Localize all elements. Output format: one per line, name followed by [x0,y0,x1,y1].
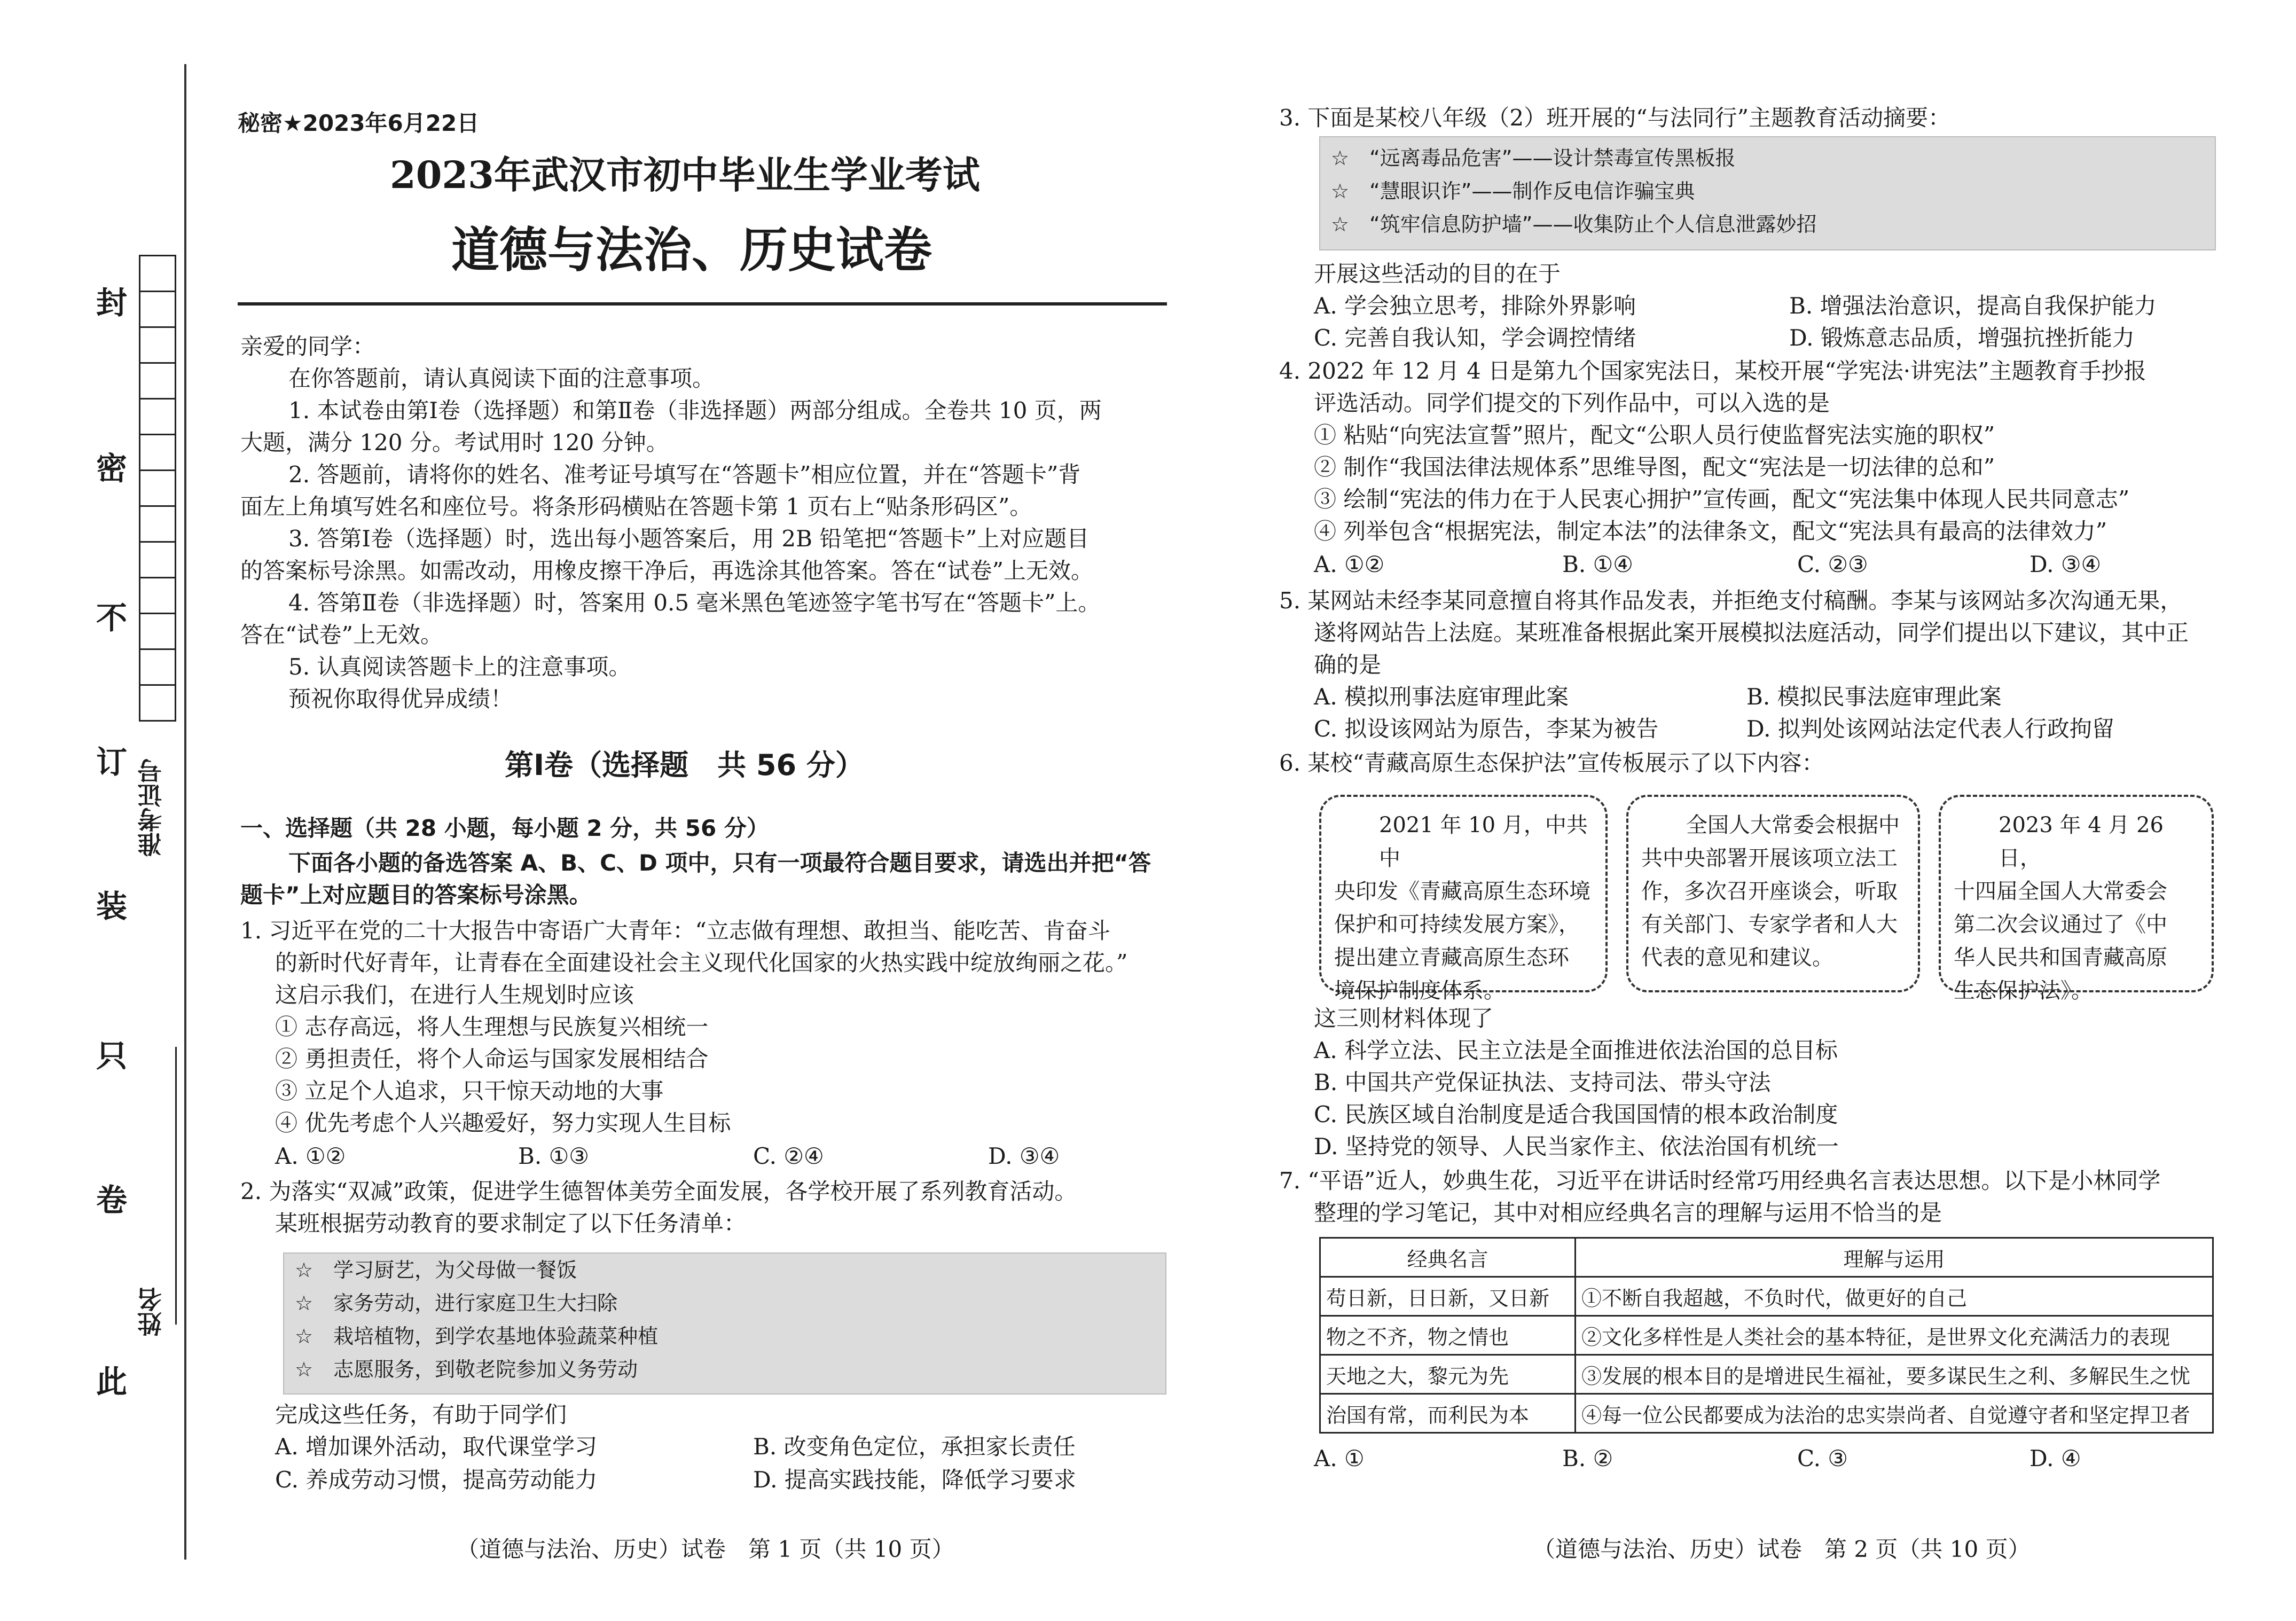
q4-item: ① 粘贴“向宪法宣誓”照片，配文“公职人员行使监督宪法实施的职权” [1314,422,1995,448]
q7-stem: 整理的学习笔记，其中对相应经典名言的理解与运用不恰当的是 [1314,1200,1942,1226]
binding-line [184,64,186,1560]
q2-option-c[interactable]: C. 养成劳动习惯，提高劳动能力 [275,1467,598,1493]
q7-quotes-table [1319,1237,2214,1434]
section-instruction: 下面各小题的备选答案 A、B、C、D 项中，只有一项最符合题目要求，请选出并把“答 [288,850,1151,876]
header-rule [238,302,1167,306]
q1-item: ④ 优先考虑个人兴趣爱好，努力实现人生目标 [275,1110,731,1136]
q1-option-d[interactable]: D. ③④ [988,1143,1060,1169]
q2-task: ☆ 学习厨艺，为父母做一餐饭 [295,1258,577,1282]
q3-option-d[interactable]: D. 锻炼意志品质，增强抗挫折能力 [1789,325,2135,351]
notice-line: 的答案标号涂黑。如需改动，用橡皮擦干净后，再选涂其他答案。答在“试卷”上无效。 [240,558,1093,584]
notice-line: 5. 认真阅读答题卡上的注意事项。 [288,654,631,680]
q6-material-2: 全国人大常委会根据中 共中央部署开展该项立法工 作，多次召开座谈会，听取 有关部门、专家学者和人大 代表的意见和建议。 [1626,795,1920,992]
table-row [1320,1316,2213,1355]
q2-option-a[interactable]: A. 增加课外活动，取代课堂学习 [275,1434,598,1460]
q6-question: 这三则材料体现了 [1314,1005,1494,1031]
q2-question: 完成这些任务，有助于同学们 [275,1401,567,1428]
q2-option-b[interactable]: B. 改变角色定位，承担家长责任 [753,1434,1076,1460]
q2-task: ☆ 志愿服务，到敬老院参加义务劳动 [295,1358,638,1381]
binding-char: 只 [96,1038,128,1074]
q1-option-a[interactable]: A. ①② [275,1143,346,1169]
table-header: 理解与运用 [1576,1238,2213,1277]
table-cell: ①不断自我超越，不负时代，做更好的自己 [1576,1277,2213,1316]
q7-stem: 7. “平语”近人，妙典生花，习近平在讲话时经常巧用经典名言表达思想。以下是小林同学 [1279,1168,2161,1194]
q6-option-d[interactable]: D. 坚持党的领导、人民当家作主、依法治国有机统一 [1314,1133,1839,1160]
notice-line: 2. 答题前，请将你的姓名、准考证号填写在“答题卡”相应位置，并在“答题卡”背 [288,461,1081,488]
table-cell: 天地之大，黎元为先 [1320,1355,1576,1394]
table-cell: ④每一位公民都要成为法治的忠实崇尚者、自觉遵守者和坚定捍卫者 [1576,1394,2213,1433]
table-row [1320,1277,2213,1316]
q5-option-c[interactable]: C. 拟设该网站为原告，李某为被告 [1314,716,1659,742]
notice-line: 答在“试卷”上无效。 [240,622,443,648]
q2-stem: 某班根据劳动教育的要求制定了以下任务清单： [275,1210,747,1236]
table-cell: ②文化多样性是人类社会的基本特征，是世界文化充满活力的表现 [1576,1316,2213,1355]
q7-option-c[interactable]: C. ③ [1797,1445,1848,1471]
q3-activity-list [1319,136,2216,250]
notice-line: 面左上角填写姓名和座位号。将条形码横贴在答题卡第 1 页右上“贴条形码区”。 [240,494,1032,520]
exam-id-boxes[interactable] [139,256,176,722]
q5-stem: 遂将网站告上法庭。某班准备根据此案开展模拟法庭活动，同学们提出以下建议，其中正 [1314,620,2189,646]
q3-activity: ☆ “远离毒品危害”——设计禁毒宣传黑板报 [1331,146,1736,170]
q6-option-b[interactable]: B. 中国共产党保证执法、支持司法、带头守法 [1314,1069,1771,1095]
q5-option-a[interactable]: A. 模拟刑事法庭审理此案 [1314,684,1569,710]
table-cell: 苟日新，日日新，又日新 [1320,1277,1576,1316]
q3-option-c[interactable]: C. 完善自我认知，学会调控情绪 [1314,325,1636,351]
table-row [1320,1355,2213,1394]
notice-greeting: 亲爱的同学： [240,333,375,359]
table-cell: 治国有常，而利民为本 [1320,1394,1576,1433]
q2-stem: 2. 为落实“双减”政策，促进学生德智体美劳全面发展，各学校开展了系列教育活动。 [240,1178,1077,1204]
q6-stem: 6. 某校“青藏高原生态保护法”宣传板展示了以下内容： [1279,750,1824,776]
q3-question: 开展这些活动的目的在于 [1314,261,1561,287]
footer-right: （道德与法治、历史）试卷 第 2 页（共 10 页） [1533,1536,2031,1562]
exam-subtitle: 道德与法治、历史试卷 [451,222,932,278]
binding-char: 密 [96,450,128,487]
q4-option-a[interactable]: A. ①② [1314,551,1385,577]
notice-line: 大题，满分 120 分。考试用时 120 分钟。 [240,429,669,456]
name-line[interactable] [175,1047,177,1325]
binding-char: 装 [96,888,128,925]
section-instruction: 题卡”上对应题目的答案标号涂黑。 [240,882,592,908]
binding-char: 卷 [96,1182,128,1218]
q2-task: ☆ 家务劳动，进行家庭卫生大扫除 [295,1291,618,1315]
q6-material-1: 2021 年 10 月，中共中 央印发《青藏高原生态环境 保护和可持续发展方案》， 提出建立青藏高原生态环 境保护制度体系。 [1319,795,1608,992]
q7-option-a[interactable]: A. ① [1314,1445,1365,1471]
q7-option-d[interactable]: D. ④ [2029,1445,2081,1471]
notice-intro: 在你答题前，请认真阅读下面的注意事项。 [288,365,715,391]
name-label: 姓名 [137,1287,166,1336]
section-title: 第Ⅰ卷（选择题 共 56 分） [505,748,864,782]
q1-option-b[interactable]: B. ①③ [518,1143,589,1169]
notice-line: 3. 答第Ⅰ卷（选择题）时，选出每小题答案后，用 2B 铅笔把“答题卡”上对应题目 [288,526,1090,552]
q4-item: ② 制作“我国法律法规体系”思维导图，配文“宪法是一切法律的总和” [1314,454,1995,480]
q4-option-d[interactable]: D. ③④ [2029,551,2102,577]
q1-stem: 1. 习近平在党的二十大报告中寄语广大青年：“立志做有理想、敢担当、能吃苦、肯奋斗 [240,918,1110,944]
secret-date: 秘密★2023年6月22日 [238,110,480,136]
notice-line: 1. 本试卷由第Ⅰ卷（选择题）和第Ⅱ卷（非选择题）两部分组成。全卷共 10 页，两 [288,397,1102,424]
q6-material-3: 2023 年 4 月 26 日， 十四届全国人大常委会 第二次会议通过了《中 华人民共和国青藏高原 生态保护法》。 [1939,795,2214,992]
q5-stem: 确的是 [1314,652,1382,678]
binding-char: 封 [96,285,128,321]
q2-task: ☆ 栽培植物，到学农基地体验蔬菜种植 [295,1325,659,1348]
binding-char: 不 [96,600,128,636]
q3-activity: ☆ “慧眼识诈”——制作反电信诈骗宝典 [1331,179,1695,203]
notice-wish: 预祝你取得优异成绩！ [288,686,513,712]
binding-char: 订 [96,744,128,780]
table-cell: 物之不齐，物之情也 [1320,1316,1576,1355]
q5-option-b[interactable]: B. 模拟民事法庭审理此案 [1746,684,2002,710]
q3-activity: ☆ “筑牢信息防护墙”——收集防止个人信息泄露妙招 [1331,213,1817,236]
q4-option-c[interactable]: C. ②③ [1797,551,1868,577]
q5-stem: 5. 某网站未经李某同意擅自将其作品发表，并拒绝支付稿酬。李某与该网站多次沟通无果， [1279,588,2183,614]
q4-stem: 评选活动。同学们提交的下列作品中，可以入选的是 [1314,390,1830,416]
q6-option-c[interactable]: C. 民族区域自治制度是适合我国国情的根本政治制度 [1314,1101,1838,1127]
q4-item: ③ 绘制“宪法的伟力在于人民衷心拥护”宣传画，配文“宪法集中体现人民共同意志” [1314,486,2130,512]
q4-stem: 4. 2022 年 12 月 4 日是第九个国家宪法日，某校开展“学宪法·讲宪法”主题教育手抄报 [1279,358,2146,384]
exam-title: 2023年武汉市初中毕业生学业考试 [390,153,980,197]
table-header: 经典名言 [1320,1238,1576,1277]
notice-line: 4. 答第Ⅱ卷（非选择题）时，答案用 0.5 毫米黑色笔迹签字笔书写在“答题卡”上。 [288,590,1101,616]
table-cell: ③发展的根本目的是增进民生福祉，要多谋民生之利、多解民生之忧 [1576,1355,2213,1394]
table-row [1320,1394,2213,1433]
exam-id-label: 准考证号 [137,758,166,857]
footer-left: （道德与法治、历史）试卷 第 1 页（共 10 页） [457,1536,954,1562]
q2-option-d[interactable]: D. 提高实践技能，降低学习要求 [753,1467,1076,1493]
q3-option-b[interactable]: B. 增强法治意识，提高自我保护能力 [1789,293,2157,319]
q7-option-b[interactable]: B. ② [1562,1445,1613,1471]
q1-option-c[interactable]: C. ②④ [753,1143,824,1169]
q1-stem: 这启示我们，在进行人生规划时应该 [275,982,634,1008]
q1-item: ③ 立足个人追求，只干惊天动地的大事 [275,1078,664,1104]
q1-item: ② 勇担责任，将个人命运与国家发展相结合 [275,1046,709,1072]
section-heading: 一、选择题（共 28 小题，每小题 2 分，共 56 分） [240,815,769,841]
q6-option-a[interactable]: A. 科学立法、民主立法是全面推进依法治国的总目标 [1314,1037,1838,1063]
q4-option-b[interactable]: B. ①④ [1562,551,1633,577]
q3-stem: 3. 下面是某校八年级（2）班开展的“与法同行”主题教育活动摘要： [1279,105,1951,131]
q1-item: ① 志存高远，将人生理想与民族复兴相统一 [275,1014,709,1040]
q4-item: ④ 列举包含“根据宪法，制定本法”的法律条文，配文“宪法具有最高的法律效力” [1314,518,2107,544]
binding-char: 此 [96,1364,128,1400]
q5-option-d[interactable]: D. 拟判处该网站法定代表人行政拘留 [1746,716,2114,742]
q1-stem: 的新时代好青年，让青春在全面建设社会主义现代化国家的火热实践中绽放绚丽之花。” [275,950,1128,976]
q3-option-a[interactable]: A. 学会独立思考，排除外界影响 [1314,293,1636,319]
q2-task-list [283,1252,1166,1395]
